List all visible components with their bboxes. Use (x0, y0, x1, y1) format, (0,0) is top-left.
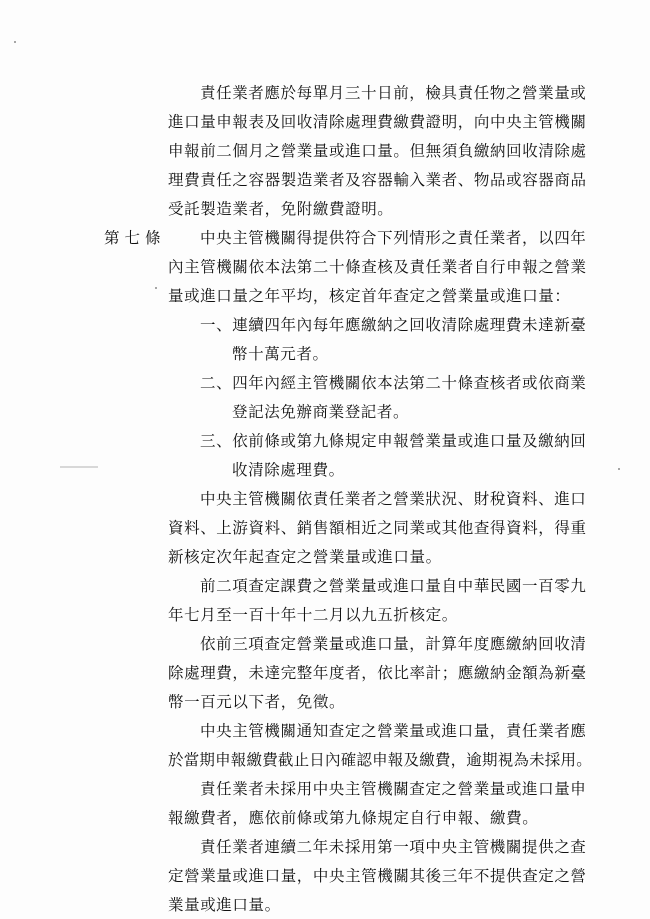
paragraph-2-line-3: 新核定次年起查定之營業量或進口量。 (168, 548, 442, 566)
list-item-3-line-1: 三、依前條或第九條規定申報營業量或進口量及繳納回 (200, 432, 587, 450)
paragraph-5-line-2: 於當期申報繳費截止日內確認申報及繳費，逾期視為未採用。 (168, 751, 592, 769)
article-label: 第七條 (104, 229, 166, 247)
paragraph-intro-line-2: 進口量申報表及回收清除處理費繳費證明，向中央主管機關 (168, 113, 587, 131)
paragraph-4-line-2: 除處理費，未達完整年度者，依比率計；應繳納金額為新臺 (168, 664, 587, 682)
list-item-1-line-2: 幣十萬元者。 (232, 345, 329, 363)
paragraph-2-line-1: 中央主管機關依責任業者之營業狀況、財稅資料、進口 (200, 490, 587, 508)
paragraph-4-line-3: 幣一百元以下者，免徵。 (168, 693, 346, 711)
scan-speck (14, 41, 16, 43)
paragraph-2-line-2: 資料、上游資料、銷售額相近之同業或其他查得資料，得重 (168, 519, 587, 537)
list-item-1-line-1: 一、連續四年內每年應繳納之回收清除處理費未達新臺 (200, 316, 587, 334)
paragraph-intro-line-1: 責任業者應於每單月三十日前，檢具責任物之營業量或 (200, 84, 587, 102)
paragraph-intro-line-4: 理費責任之容器製造業者及容器輸入業者、物品或容器商品 (168, 171, 587, 189)
paragraph-intro-line-3: 申報前二個月之營業量或進口量。但無須負繳納回收清除處 (168, 142, 587, 160)
scan-smudge (60, 466, 98, 468)
list-item-3-line-2: 收清除處理費。 (232, 461, 345, 479)
paragraph-5-line-1: 中央主管機關通知查定之營業量或進口量，責任業者應 (200, 722, 587, 740)
list-item-2-line-2: 登記法免辦商業登記者。 (232, 403, 410, 421)
paragraph-3-line-1: 前二項查定課費之營業量或進口量自中華民國一百零九 (200, 577, 587, 595)
paragraph-6-line-2: 報繳費者，應依前條或第九條規定自行申報、繳費。 (168, 809, 539, 827)
article-line-3: 量或進口量之年平均，核定首年查定之營業量或進口量： (168, 287, 571, 305)
paragraph-7-line-2: 定營業量或進口量，中央主管機關其後三年不提供查定之營 (168, 867, 587, 885)
paragraph-3-line-2: 年七月至一百十年十二月以九五折核定。 (168, 606, 458, 624)
scan-speck (618, 468, 620, 470)
paragraph-7-line-3: 業量或進口量。 (168, 896, 281, 914)
paragraph-intro-line-5: 受託製造業者，免附繳費證明。 (168, 200, 394, 218)
paragraph-4-line-1: 依前三項查定營業量或進口量，計算年度應繳納回收清 (200, 635, 587, 653)
scan-speck (155, 287, 157, 289)
paragraph-6-line-1: 責任業者未採用中央主管機關查定之營業量或進口量申 (200, 780, 587, 798)
article-line-2: 內主管機關依本法第二十條查核及責任業者自行申報之營業 (168, 258, 587, 276)
paragraph-7-line-1: 責任業者連續二年未採用第一項中央主管機關提供之查 (200, 838, 587, 856)
list-item-2-line-1: 二、四年內經主管機關依本法第二十條查核者或依商業 (200, 374, 587, 392)
article-line-1: 中央主管機關得提供符合下列情形之責任業者，以四年 (200, 229, 587, 247)
